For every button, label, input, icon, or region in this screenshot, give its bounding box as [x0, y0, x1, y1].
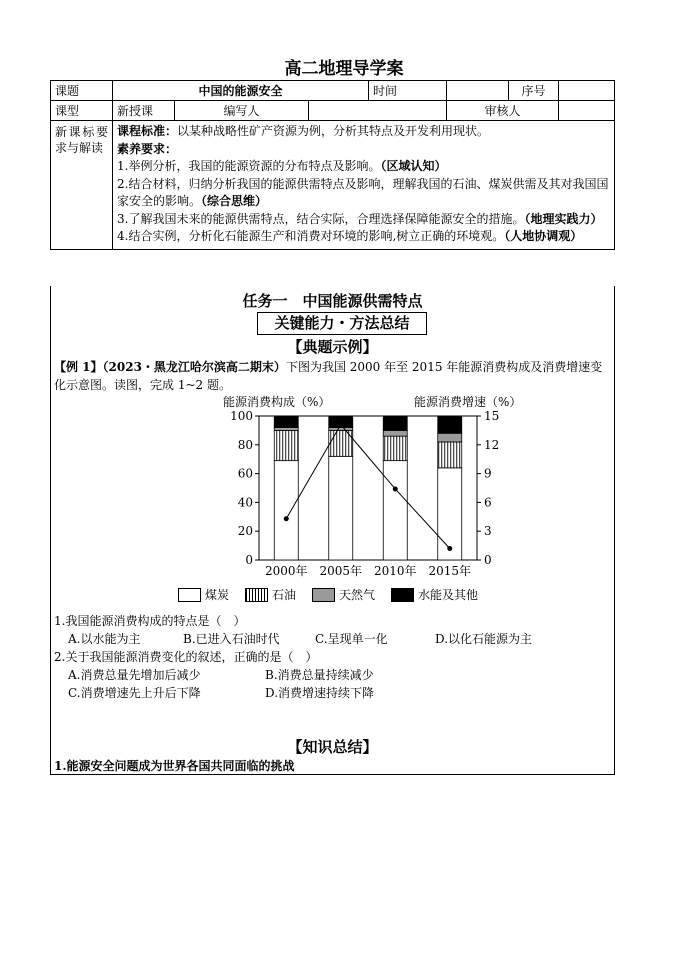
bar-segment — [383, 430, 407, 436]
growth-line — [286, 425, 450, 549]
category-label: 2000年 — [264, 564, 308, 578]
document-title: 高二地理导学案 — [284, 59, 404, 79]
legend-oil-swatch — [245, 588, 268, 602]
bar-segment — [274, 416, 298, 428]
right-tick-label: 15 — [484, 409, 500, 423]
category-label: 2010年 — [373, 564, 417, 578]
right-tick-label: 12 — [484, 437, 500, 452]
example-heading: 【典题示例】 — [287, 338, 378, 356]
legend-oil: 石油 — [245, 586, 296, 603]
right-tick-label: 3 — [484, 524, 492, 539]
question-2-stem: 2.关于我国能源消费变化的叙述，正确的是（ ） — [54, 650, 318, 664]
bar-segment — [329, 428, 353, 431]
right-tick-label: 6 — [484, 495, 492, 510]
q1-option-d: D.以化石能源为主 — [435, 632, 533, 646]
question-2-options-row1 — [54, 666, 609, 684]
category-label: 2015年 — [428, 564, 472, 578]
literacy-item-3: 3.了解我国未来的能源供需特点，结合实际，合理选择保障能源安全的措施。（地理实践力） — [117, 211, 603, 226]
chart-legend — [178, 586, 494, 603]
legend-hydro-swatch — [391, 588, 414, 602]
example-intro: 【例 1】（2023・黑龙江哈尔滨高二期末）下图为我国 2000 年至 2015 年能源消费构成及消费增速变化示意图。读图，完成 1~2 题。 — [54, 360, 603, 392]
task-section — [50, 286, 615, 775]
legend-gas: 天然气 — [312, 586, 375, 603]
left-tick-label: 20 — [237, 524, 253, 539]
right-axis-title: 能源消费增速（%） — [414, 395, 522, 409]
reviewer-label: 审核人 — [447, 101, 559, 121]
bar-segment — [383, 461, 407, 560]
reviewer-value — [559, 101, 615, 121]
literacy-label: 素养要求： — [117, 141, 178, 156]
time-label: 时间 — [369, 81, 447, 101]
bar-segment — [274, 428, 298, 431]
question-2-options-row2 — [54, 684, 609, 702]
literacy-item-2: 2.结合材料，归纳分析我国的能源供需特点及影响，理解我国的石油、煤炭供需及其对我国国家安全的影响。（综合思维） — [117, 176, 609, 208]
standard-label: 新课标要求与解读 — [51, 121, 113, 250]
time-value — [447, 81, 509, 101]
bar-segment — [329, 456, 353, 560]
growth-point — [284, 516, 289, 521]
bar-segment — [438, 416, 462, 433]
knowledge-item-1: 1.能源安全问题成为世界各国共同面临的挑战 — [54, 759, 295, 773]
topic-label: 课题 — [51, 81, 113, 101]
energy-chart — [171, 394, 522, 582]
knowledge-heading: 【知识总结】 — [287, 738, 378, 756]
q2-option-c: C.消费增速先上升后下降 — [68, 686, 201, 700]
legend-coal-swatch — [178, 588, 201, 602]
question-list — [54, 612, 609, 702]
type-value: 新授课 — [113, 101, 175, 121]
course-standard: 课程标准：以某种战略性矿产资源为例，分析其特点及开发利用现状。 — [117, 124, 490, 138]
question-1-stem: 1.我国能源消费构成的特点是（ ） — [54, 614, 246, 628]
q1-option-c: C.呈现单一化 — [315, 632, 388, 646]
author-value — [309, 101, 447, 121]
bar-segment — [274, 461, 298, 560]
q2-option-a: A.消费总量先增加后减少 — [68, 668, 201, 682]
ability-box: 关键能力・方法总结 — [257, 312, 427, 335]
bar-segment — [438, 442, 462, 468]
left-tick-label: 80 — [237, 437, 253, 452]
type-label: 课型 — [51, 101, 113, 121]
growth-point — [338, 422, 343, 427]
left-tick-label: 60 — [237, 466, 253, 481]
legend-gas-swatch — [312, 588, 335, 602]
growth-point — [447, 546, 452, 551]
question-1-options — [54, 630, 609, 648]
left-tick-label: 0 — [245, 553, 253, 567]
literacy-item-1: 1.举例分析，我国的能源资源的分布特点及影响。（区域认知） — [117, 159, 447, 173]
legend-coal: 煤炭 — [178, 586, 229, 603]
topic-value: 中国的能源安全 — [113, 81, 369, 101]
q2-option-b: B.消费总量持续减少 — [265, 668, 374, 682]
left-tick-label: 40 — [237, 495, 253, 510]
seq-value — [559, 81, 615, 101]
category-label: 2005年 — [319, 564, 363, 578]
growth-point — [393, 486, 398, 491]
bar-segment — [383, 416, 407, 430]
right-tick-label: 0 — [484, 553, 492, 567]
author-label: 编写人 — [175, 101, 309, 121]
header-table — [50, 80, 615, 250]
standard-content — [113, 121, 615, 250]
task-title: 任务一 中国能源供需特点 — [242, 292, 423, 310]
q2-option-d: D.消费增速持续下降 — [265, 686, 375, 700]
bar-segment — [438, 433, 462, 442]
literacy-item-4: 4.结合实例，分析化石能源生产和消费对环境的影响,树立正确的环境观。（人地协调观） — [117, 229, 583, 243]
left-tick-label: 100 — [230, 409, 253, 423]
q1-option-a: A.以水能为主 — [68, 632, 141, 646]
bar-segment — [274, 430, 298, 460]
bar-segment — [383, 436, 407, 460]
q1-option-b: B.已进入石油时代 — [183, 632, 280, 646]
left-axis-title: 能源消费构成（%） — [223, 395, 331, 409]
legend-hydro: 水能及其他 — [391, 586, 478, 603]
seq-label: 序号 — [509, 81, 559, 101]
right-tick-label: 9 — [484, 466, 492, 481]
